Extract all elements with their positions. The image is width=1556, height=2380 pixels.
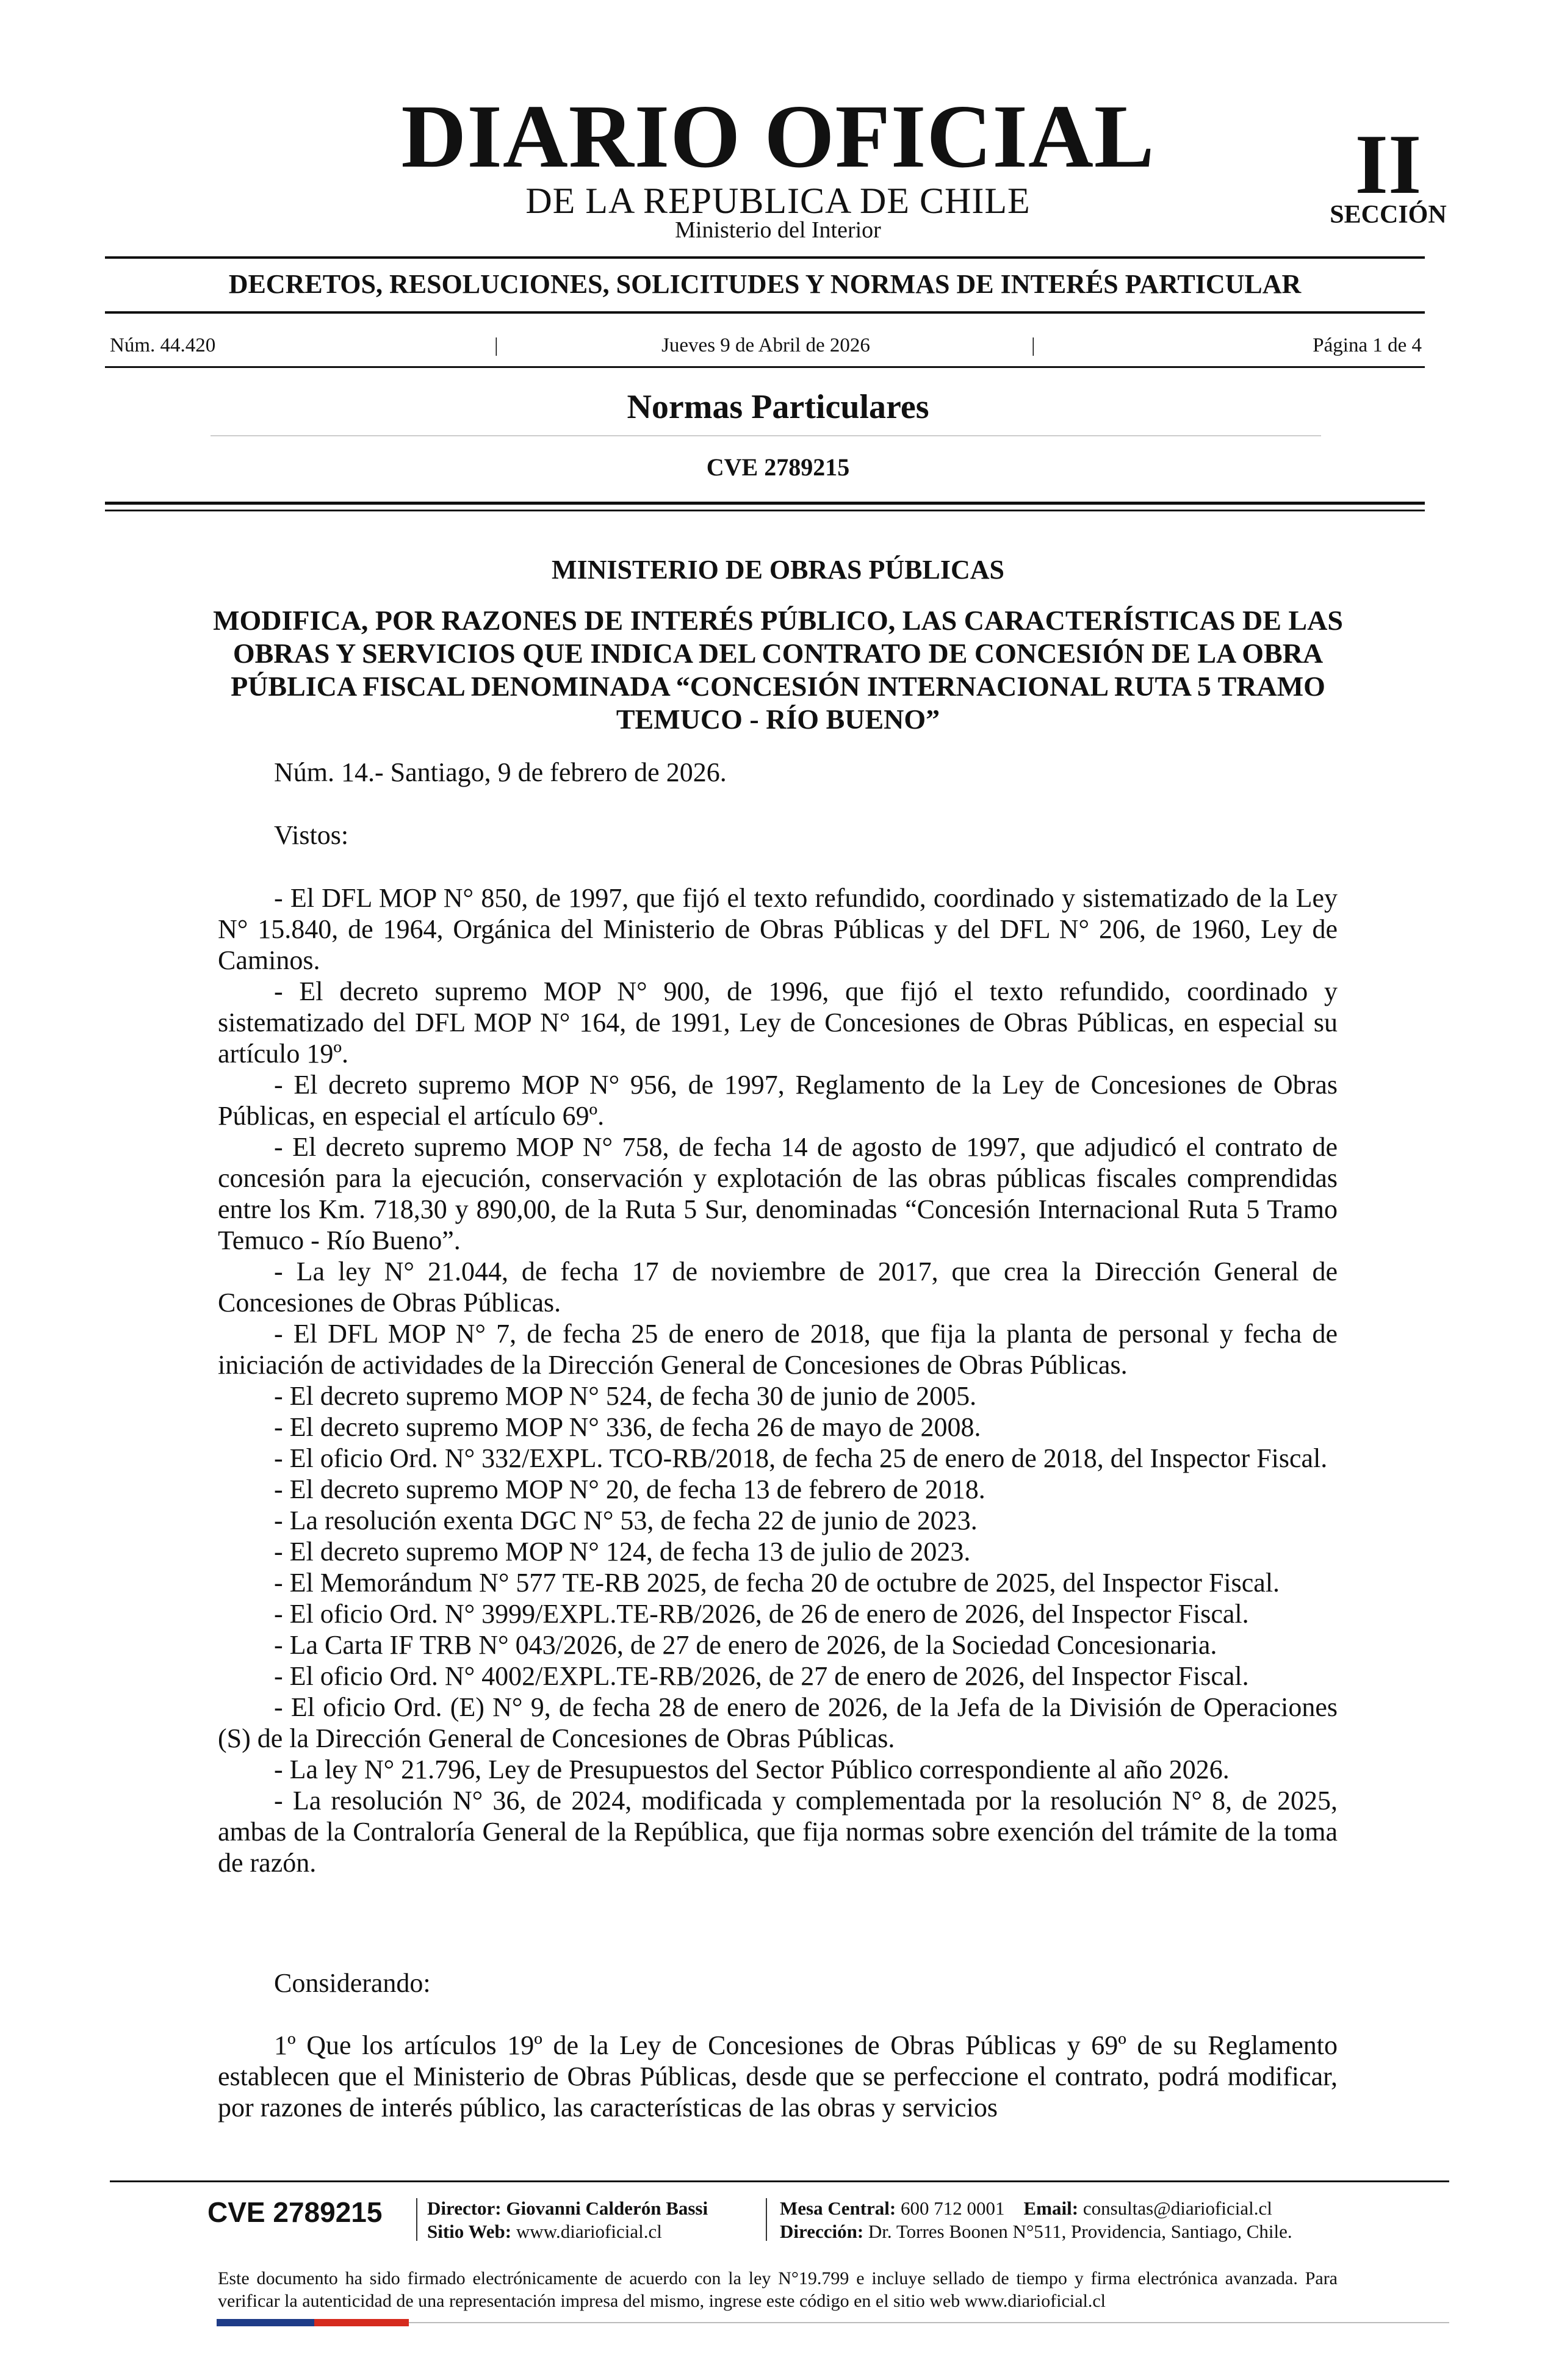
page-indicator: Página 1 de 4 — [1313, 334, 1422, 356]
visto-item: - La Carta IF TRB N° 043/2026, de 27 de enero de 2026, de la Sociedad Concesionaria. — [274, 1630, 1217, 1660]
masthead-subtitle: DE LA REPUBLICA DE CHILE — [525, 181, 1031, 221]
category-rule — [105, 311, 1425, 314]
footer-cve: CVE 2789215 — [207, 2196, 383, 2228]
footer-rule — [110, 2180, 1449, 2182]
separator: | — [494, 334, 499, 356]
considerando-block — [218, 2030, 1338, 2123]
visto-item: - El oficio Ord. (E) N° 9, de fecha 28 de enero de 2026, de la Jefa de la División de Operaciones (S) de la Dirección General de Concesiones de Obras Públicas. — [218, 1692, 1338, 1753]
footer-bottom-line — [409, 2322, 1449, 2323]
separator: | — [1031, 334, 1036, 356]
section-label: SECCIÓN — [1330, 201, 1447, 229]
visto-item: - La ley N° 21.796, Ley de Presupuestos del Sector Público correspondiente al año 2026. — [274, 1754, 1230, 1784]
ministry-heading: MINISTERIO DE OBRAS PÚBLICAS — [551, 555, 1005, 585]
visto-item: - El decreto supremo MOP N° 20, de fecha 13 de febrero de 2018. — [274, 1474, 985, 1504]
web-label: Sitio Web: — [427, 2221, 512, 2242]
visto-item: - El DFL MOP N° 850, de 1997, que fijó el texto refundido, coordinado y sistematizado de la Ley N° 15.840, de 1964, Orgánica del Ministerio de Obras Públicas y del DFL N° 206, de 1960, Ley de Caminos. — [218, 883, 1338, 975]
footer-contact-block — [780, 2197, 1292, 2243]
flag-stripe-red — [314, 2319, 409, 2326]
considerando-paragraph: 1º Que los artículos 19º de la Ley de Concesiones de Obras Públicas y 69º de su Reglamento establecen que el Ministerio de Obras Públicas, desde que se perfeccione el contrato, podrá modificar, por razones de interés público, las características de las obras y servicios — [218, 2030, 1338, 2122]
address-label: Dirección: — [780, 2221, 864, 2242]
masthead-title: DIARIO OFICIAL — [401, 87, 1155, 187]
header-rule-thick — [105, 502, 1425, 505]
visto-item: - El decreto supremo MOP N° 900, de 1996, que fijó el texto refundido, coordinado y sistematizado del DFL MOP N° 164, de 1991, Ley de Concesiones de Obras Públicas, en especial su artículo 19º. — [218, 976, 1338, 1069]
visto-item: - El oficio Ord. N° 4002/EXPL.TE-RB/2026, de 27 de enero de 2026, del Inspector Fiscal. — [274, 1661, 1249, 1691]
publication-bar — [110, 334, 1422, 359]
considerando-label: Considerando: — [274, 1968, 431, 1998]
footer-divider — [766, 2198, 767, 2241]
decree-number: Núm. 14.- Santiago, 9 de febrero de 2026. — [274, 757, 727, 787]
visto-item: - El decreto supremo MOP N° 124, de fecha 13 de julio de 2023. — [274, 1537, 971, 1567]
visto-item: - El decreto supremo MOP N° 524, de fecha 30 de junio de 2005. — [274, 1381, 977, 1411]
norm-type-title: Normas Particulares — [627, 388, 929, 426]
visto-item: - La resolución N° 36, de 2024, modificada y complementada por la resolución N° 8, de 2025, ambas de la Contraloría General de la República, que fija normas sobre exención del trámite de la toma de razón. — [218, 1786, 1338, 1878]
section-number: II — [1355, 117, 1422, 212]
director-name: Giovanni Calderón Bassi — [506, 2198, 708, 2219]
visto-item: - El decreto supremo MOP N° 336, de fecha 26 de mayo de 2008. — [274, 1412, 981, 1442]
director-label: Director: — [427, 2198, 502, 2219]
flag-stripe-blue — [217, 2319, 314, 2326]
address-text: Dr. Torres Boonen N°511, Providencia, Santiago, Chile. — [868, 2221, 1292, 2242]
visto-item: - La ley N° 21.044, de fecha 17 de noviembre de 2017, que crea la Dirección General de Concesiones de Obras Públicas. — [218, 1257, 1338, 1318]
visto-item: - El oficio Ord. N° 3999/EXPL.TE-RB/2026, de 26 de enero de 2026, del Inspector Fiscal. — [274, 1599, 1249, 1629]
pubbar-rule — [105, 366, 1425, 368]
footer-note: Este documento ha sido firmado electrónicamente de acuerdo con la ley N°19.799 e incluye sellado de tiempo y firma electrónica avanzada. Para verificar la autenticidad de una representación impresa del mismo, ingrese este código en el sitio web www.diarioficial.cl — [218, 2268, 1338, 2311]
visto-item: - El decreto supremo MOP N° 956, de 1997, Reglamento de la Ley de Concesiones de Obras Públicas, en especial el artículo 69º. — [218, 1070, 1338, 1131]
footer-director-block — [427, 2197, 708, 2243]
decree-title: MODIFICA, POR RAZONES DE INTERÉS PÚBLICO, LAS CARACTERÍSTICAS DE LAS OBRAS Y SERVICIOS QUE INDICA DEL CONTRATO DE CONCESIÓN DE LA OBRA PÚBLICA FISCAL DENOMINADA “CONCESIÓN INTERNACIONAL RUTA 5 TRAMO TEMUCO - RÍO BUENO” — [213, 605, 1343, 735]
vistos-label: Vistos: — [274, 820, 349, 850]
visto-item: - El DFL MOP N° 7, de fecha 25 de enero de 2018, que fija la planta de personal y fecha de iniciación de actividades de la Dirección General de Concesiones de Obras Públicas. — [218, 1319, 1338, 1380]
mesa-phone: 600 712 0001 — [901, 2198, 1005, 2219]
cve-code: CVE 2789215 — [706, 453, 850, 481]
top-rule — [105, 256, 1425, 259]
mesa-label: Mesa Central: — [780, 2198, 896, 2219]
norm-type-rule — [211, 435, 1321, 436]
category-heading: DECRETOS, RESOLUCIONES, SOLICITUDES Y NORMAS DE INTERÉS PARTICULAR — [228, 269, 1302, 299]
issue-date: Jueves 9 de Abril de 2026 — [661, 334, 870, 356]
footer-divider — [416, 2198, 417, 2241]
visto-item: - El decreto supremo MOP N° 758, de fecha 14 de agosto de 1997, que adjudicó el contrato de concesión para la ejecución, conservación y explotación de las obras públicas fiscales comprendidas entre los Km. 718,30 y 890,00, de la Ruta 5 Sur, denominadas “Concesión Internacional Ruta 5 Tramo Temuco - Río Bueno”. — [218, 1132, 1338, 1255]
email-label: Email: — [1023, 2198, 1079, 2219]
email-link[interactable]: consultas@diarioficial.cl — [1082, 2198, 1272, 2219]
web-link[interactable]: www.diarioficial.cl — [516, 2221, 662, 2242]
visto-item: - El Memorándum N° 577 TE-RB 2025, de fecha 20 de octubre de 2025, del Inspector Fiscal. — [274, 1568, 1280, 1598]
header-rule-thin — [105, 510, 1425, 511]
visto-item: - El oficio Ord. N° 332/EXPL. TCO-RB/2018, de fecha 25 de enero de 2018, del Inspector Fiscal. — [274, 1443, 1328, 1473]
issue-number: Núm. 44.420 — [110, 334, 216, 356]
vistos-list — [218, 882, 1338, 1878]
masthead-ministry: Ministerio del Interior — [675, 217, 881, 243]
visto-item: - La resolución exenta DGC N° 53, de fecha 22 de junio de 2023. — [274, 1506, 978, 1535]
